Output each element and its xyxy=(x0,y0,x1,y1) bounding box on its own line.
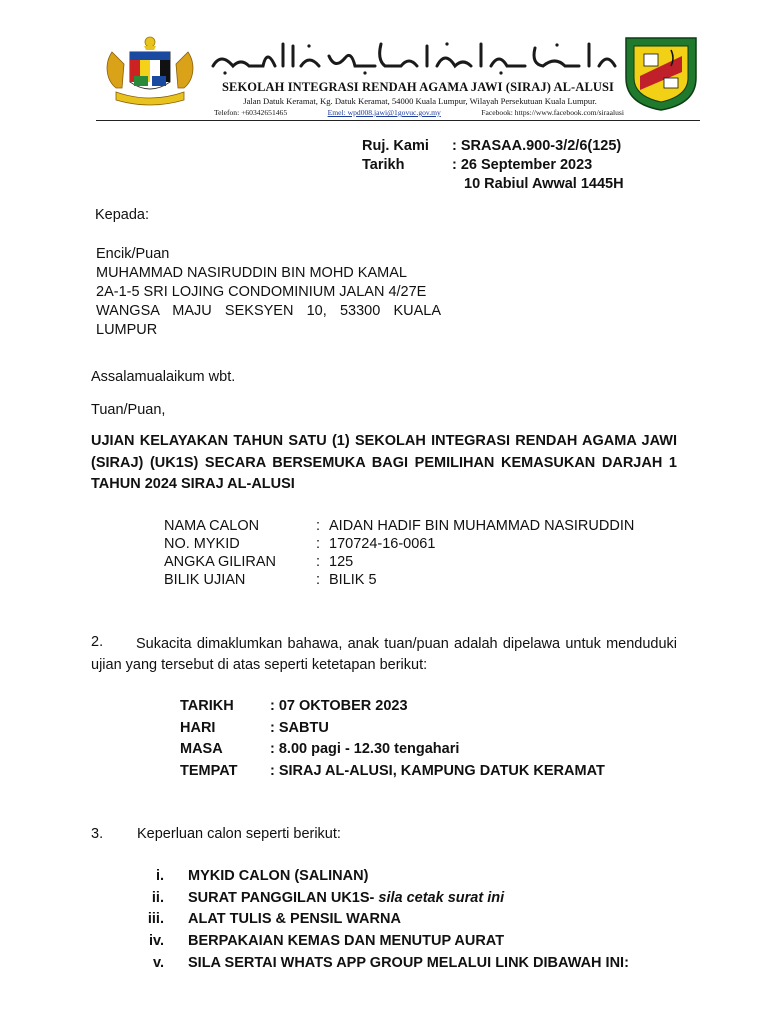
telefon: Telefon: +60342651465 xyxy=(214,108,288,117)
schedule-label: TARIKH xyxy=(180,698,234,714)
recipient-address-line3: LUMPUR xyxy=(96,322,158,338)
tarikh-value: : 26 September 2023 xyxy=(452,157,593,173)
recipient-name: MUHAMMAD NASIRUDDIN BIN MOHD KAMAL xyxy=(96,265,407,281)
coat-of-arms-logo xyxy=(100,34,200,110)
requirement-text: SILA SERTAI WHATS APP GROUP MELALUI LINK DIBAWAH INI: xyxy=(188,955,629,971)
tuan-puan: Tuan/Puan, xyxy=(91,402,166,418)
requirement-text: BERPAKAIAN KEMAS DAN MENUTUP AURAT xyxy=(188,933,505,949)
requirement-main: SURAT PANGGILAN UK1S- xyxy=(188,890,379,906)
school-contact xyxy=(214,108,624,117)
paragraph-3-number: 3. xyxy=(91,826,104,842)
requirement-number: i. xyxy=(155,868,164,884)
candidate-value: 125 xyxy=(329,554,354,570)
schedule-value: : SIRAJ AL-ALUSI, KAMPUNG DATUK KERAMAT xyxy=(270,763,605,779)
requirement-text: ALAT TULIS & PENSIL WARNA xyxy=(188,911,401,927)
ruj-value: : SRASAA.900-3/2/6(125) xyxy=(452,138,622,154)
candidate-colon: : xyxy=(316,536,321,552)
candidate-colon: : xyxy=(316,554,321,570)
candidate-label: ANGKA GILIRAN xyxy=(164,554,277,570)
paragraph-2-number: 2. xyxy=(91,634,104,650)
candidate-colon: : xyxy=(316,518,321,534)
jawi-calligraphy-logo xyxy=(205,36,620,78)
candidate-colon: : xyxy=(316,572,321,588)
requirement-number: iii. xyxy=(147,911,164,927)
kepada-label: Kepada: xyxy=(95,207,150,223)
schedule-value: : SABTU xyxy=(270,720,329,736)
requirement-number: ii. xyxy=(151,890,164,906)
candidate-value: BILIK 5 xyxy=(329,572,377,588)
requirement-text: MYKID CALON (SALINAN) xyxy=(188,868,369,884)
schedule-label: MASA xyxy=(180,741,223,757)
hijri-date: 10 Rabiul Awwal 1445H xyxy=(464,176,624,192)
school-name: SEKOLAH INTEGRASI RENDAH AGAMA JAWI (SIRAJ) AL-ALUSI xyxy=(221,80,615,94)
schedule-value: : 8.00 pagi - 12.30 tengahari xyxy=(270,741,460,757)
recipient-address-line1: 2A-1-5 SRI LOJING CONDOMINIUM JALAN 4/27E xyxy=(96,284,427,300)
requirement-number: v. xyxy=(152,955,164,971)
candidate-value: 170724-16-0061 xyxy=(329,536,436,552)
recipient-block xyxy=(96,245,441,340)
requirement-text xyxy=(188,890,504,906)
candidate-label: NAMA CALON xyxy=(164,518,260,534)
schedule-label: TEMPAT xyxy=(180,763,238,779)
greeting: Assalamualaikum wbt. xyxy=(91,369,236,385)
schedule-label: HARI xyxy=(180,720,216,736)
requirement-number: iv. xyxy=(148,933,164,949)
candidate-value: AIDAN HADIF BIN MUHAMMAD NASIRUDDIN xyxy=(329,518,635,534)
school-address: Jalan Datuk Keramat, Kg. Datuk Keramat, 54000 Kuala Lumpur, Wilayah Persekutuan Kuala Lumpur. xyxy=(243,96,597,106)
letterhead-divider xyxy=(96,120,700,121)
paragraph-2-text: Sukacita dimaklumkan bahawa, anak tuan/puan adalah dipelawa untuk menduduki ujian yang tersebut di atas seperti ketetapan berikut: xyxy=(91,636,677,673)
recipient-address-line2: WANGSA MAJU SEKSYEN 10, 53300 KUALA xyxy=(96,303,441,319)
candidate-label: NO. MYKID xyxy=(164,536,240,552)
schedule-value: : 07 OKTOBER 2023 xyxy=(270,698,408,714)
recipient-salutation: Encik/Puan xyxy=(96,246,170,262)
ruj-label: Ruj. Kami xyxy=(362,138,429,154)
tarikh-label: Tarikh xyxy=(362,157,405,173)
letter-subject: UJIAN KELAYAKAN TAHUN SATU (1) SEKOLAH INTEGRASI RENDAH AGAMA JAWI (SIRAJ) (UK1S) SECARA BERSEMUKA BAGI PEMILIHAN KEMASUKAN DARJAH 1 TAHUN 2024 SIRAJ AL-ALUSI xyxy=(91,433,677,492)
candidate-label: BILIK UJIAN xyxy=(164,572,246,588)
requirement-note: sila cetak surat ini xyxy=(378,890,505,906)
email-link[interactable]: Emel: wpd008.jawi@1govuc.gov.my xyxy=(327,108,441,117)
paragraph-3-text: Keperluan calon seperti berikut: xyxy=(137,826,341,842)
school-crest-logo xyxy=(622,32,700,112)
facebook-link[interactable]: Facebook: https://www.facebook.com/siraalusi xyxy=(481,108,624,117)
